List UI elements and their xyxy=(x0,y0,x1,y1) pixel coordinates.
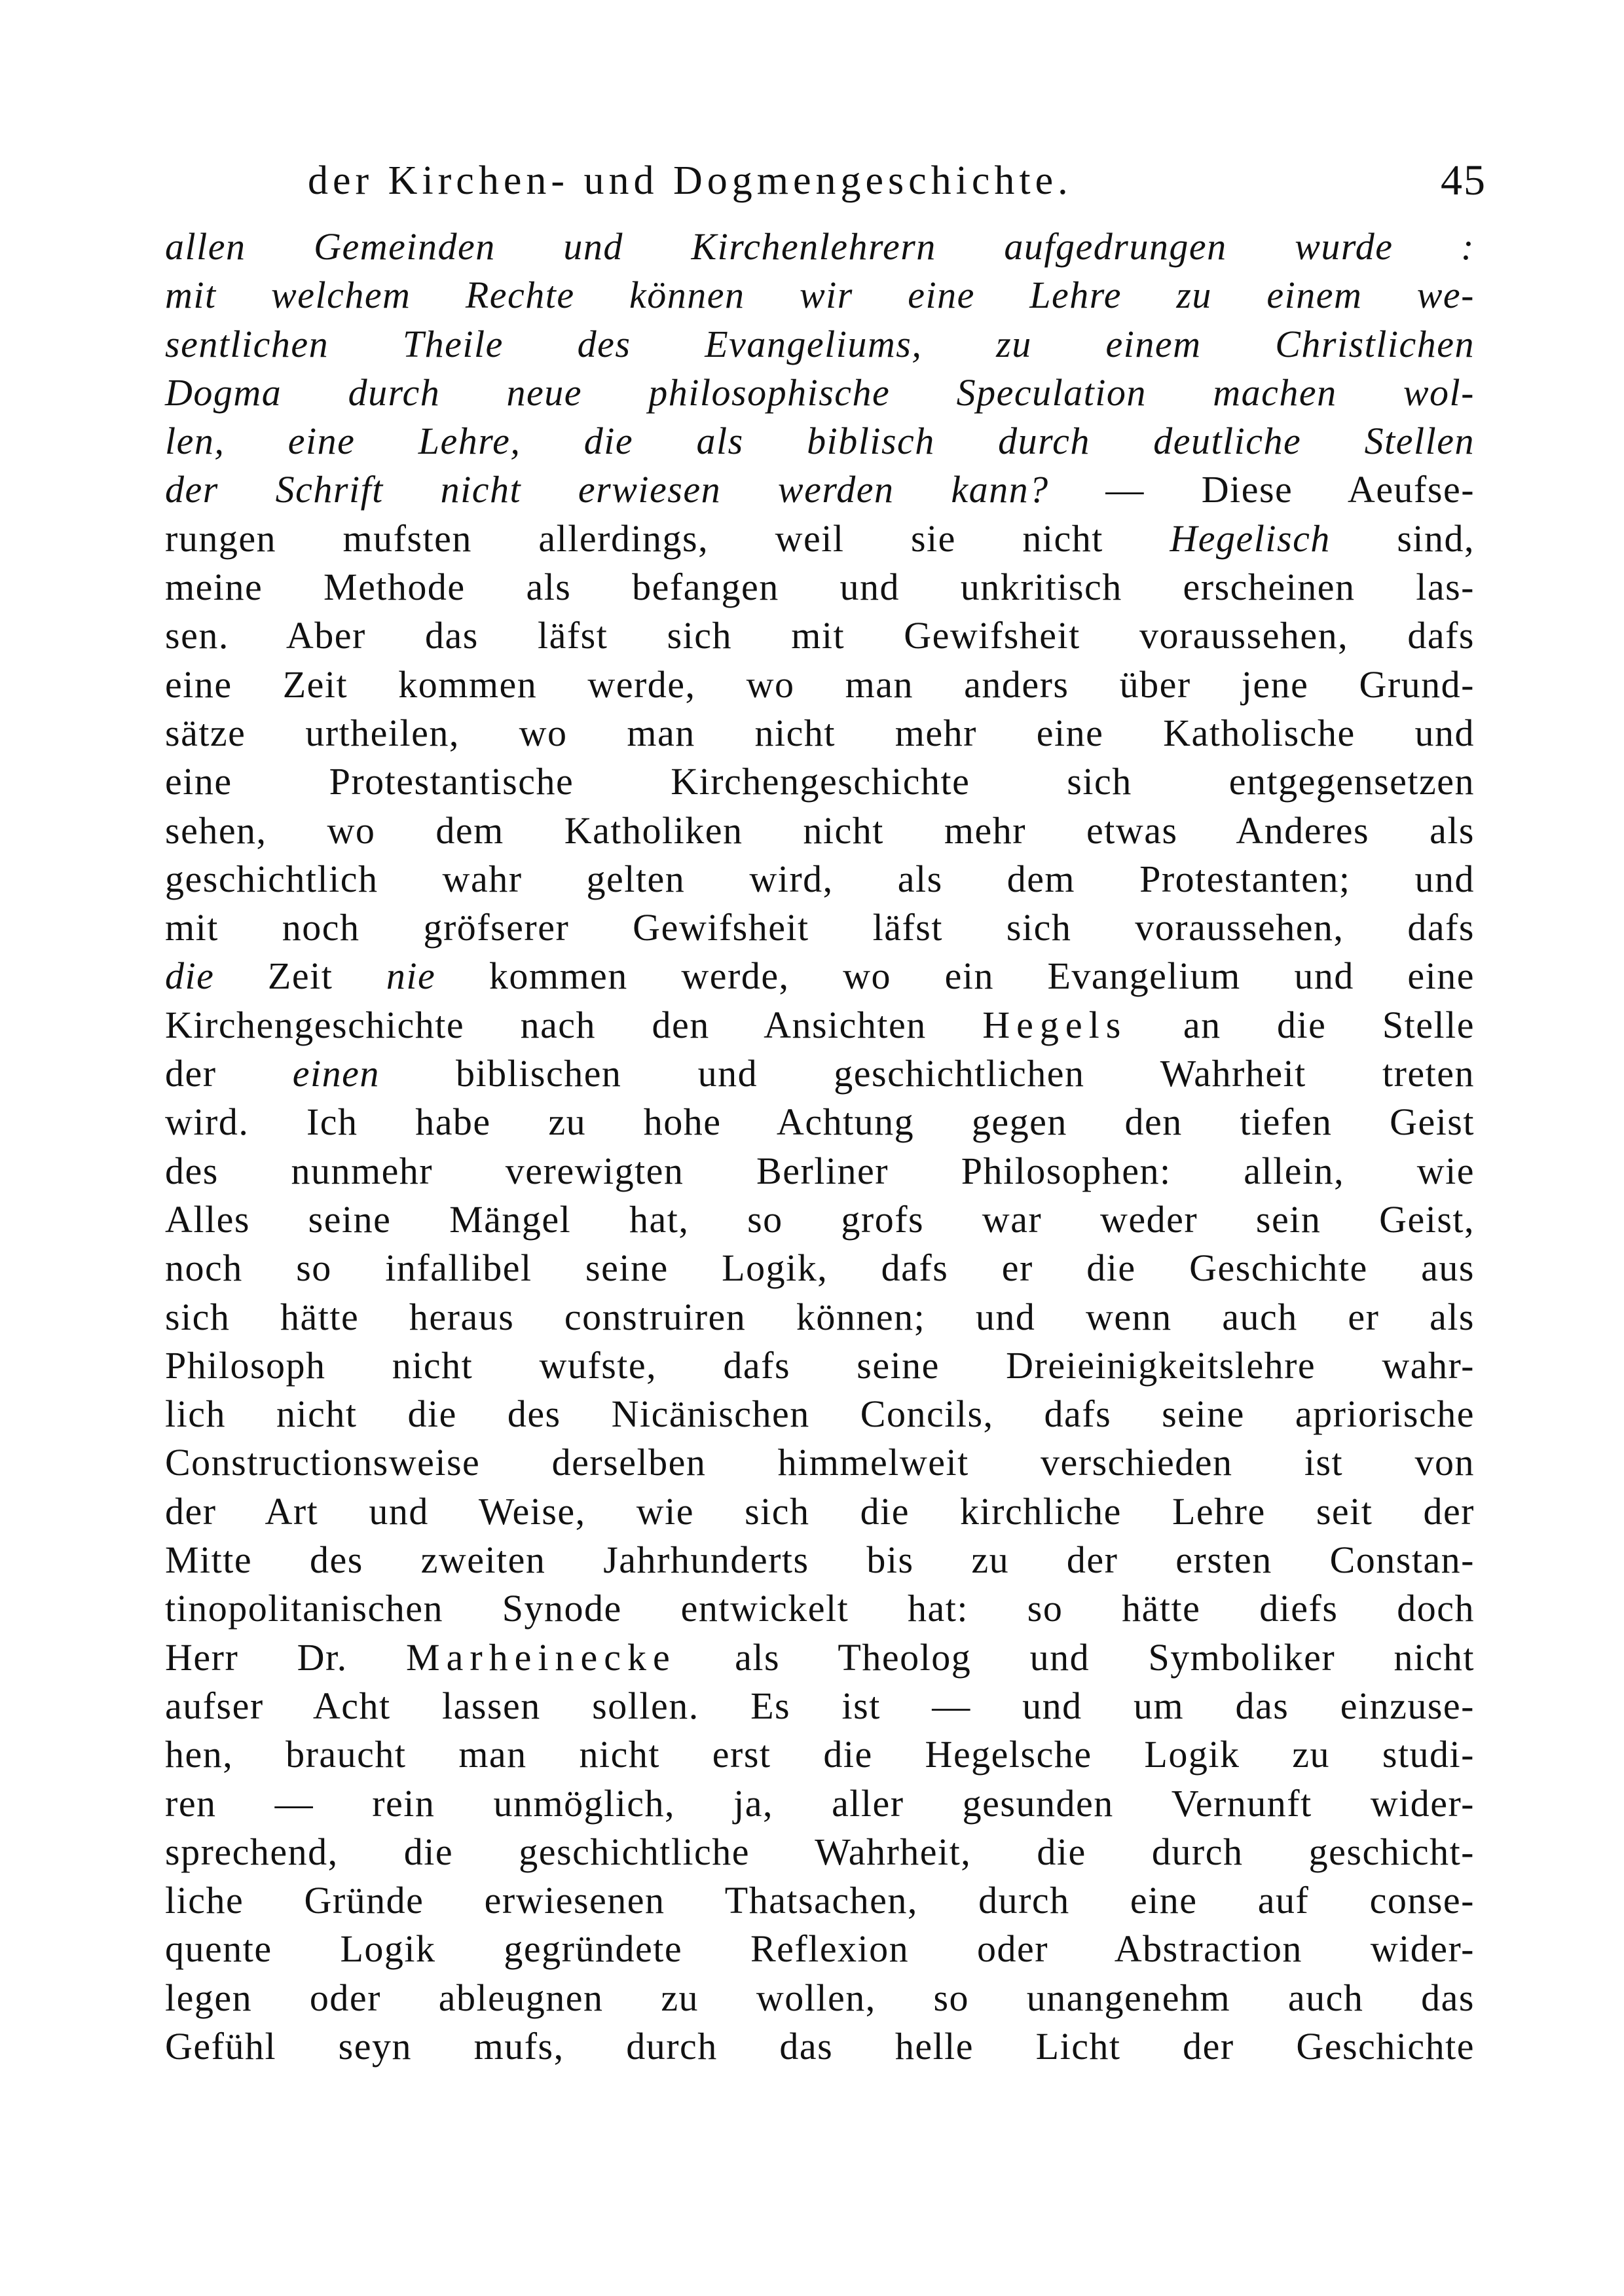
italic-text: len, eine Lehre, die als biblisch durch deutliche Stellen xyxy=(165,420,1475,463)
text-run: Mitte des zweiten Jahrhunderts bis zu der ersten Constan- xyxy=(165,1539,1475,1582)
text-line xyxy=(165,2022,1475,2071)
text-line xyxy=(165,611,1475,660)
text-line xyxy=(165,1828,1475,1876)
text-run: Zeit xyxy=(214,955,386,998)
italic-text: allen Gemeinden und Kirchenlehrern aufgedrungen wurde : xyxy=(165,225,1475,268)
text-line xyxy=(165,1341,1475,1390)
text-line xyxy=(165,1001,1475,1049)
text-run: Kirchengeschichte nach den Ansichten xyxy=(165,1003,983,1046)
text-line xyxy=(165,757,1475,806)
text-line xyxy=(165,807,1475,855)
text-line xyxy=(165,1147,1475,1195)
text-line xyxy=(165,1876,1475,1925)
text-run: sich hätte heraus construiren können; und wenn auch er als xyxy=(165,1295,1475,1338)
italic-text: nie xyxy=(386,955,436,998)
text-line xyxy=(165,465,1475,514)
text-run: rungen mufsten allerdings, weil sie nicht xyxy=(165,517,1170,560)
text-line xyxy=(165,417,1475,465)
text-run: sprechend, die geschichtliche Wahrheit, die durch geschicht- xyxy=(165,1830,1475,1873)
text-run: eine Protestantische Kirchengeschichte sich entgegensetzen xyxy=(165,760,1475,803)
text-line xyxy=(165,952,1475,1000)
text-line xyxy=(165,903,1475,952)
text-line xyxy=(165,1779,1475,1828)
text-run: quente Logik gegründete Reflexion oder Abstraction wider- xyxy=(165,1927,1475,1971)
text-line xyxy=(165,1730,1475,1779)
text-line xyxy=(165,709,1475,757)
page-number: 45 xyxy=(1441,156,1486,204)
italic-text: die xyxy=(165,955,215,998)
text-line xyxy=(165,1098,1475,1146)
text-run: sen. Aber das läfst sich mit Gewifsheit voraussehen, dafs xyxy=(165,614,1475,657)
text-line xyxy=(165,1049,1475,1098)
text-line xyxy=(165,1293,1475,1341)
text-line xyxy=(165,320,1475,369)
text-run: Constructionsweise derselben himmelweit verschieden ist von xyxy=(165,1441,1475,1484)
text-run: ren — rein unmöglich, ja, aller gesunden Vernunft wider- xyxy=(165,1781,1475,1825)
text-run: aufser Acht lassen sollen. Es ist — und um das einzuse- xyxy=(165,1684,1475,1727)
text-run: biblischen und geschichtlichen Wahrheit treten xyxy=(379,1052,1475,1095)
text-run: — Diese Aeufse- xyxy=(1048,468,1475,511)
text-run: lich nicht die des Nicänischen Concils, dafs seine apriorische xyxy=(165,1393,1475,1436)
italic-text: Hegelisch xyxy=(1170,517,1331,560)
text-line xyxy=(165,1195,1475,1244)
italic-text: der Schrift nicht erwiesen werden kann? xyxy=(165,468,1049,511)
text-line xyxy=(165,661,1475,709)
body-text xyxy=(165,223,1475,2071)
italic-text: Dogma durch neue philosophische Speculation machen wol- xyxy=(165,371,1475,414)
text-run: liche Gründe erwiesenen Thatsachen, durch eine auf conse- xyxy=(165,1879,1475,1922)
text-run: Philosoph nicht wufste, dafs seine Dreieinigkeitslehre wahr- xyxy=(165,1343,1475,1387)
text-line xyxy=(165,1584,1475,1633)
text-line xyxy=(165,1487,1475,1536)
text-run: mit noch gröfserer Gewifsheit läfst sich voraussehen, dafs xyxy=(165,906,1475,949)
text-run: des nunmehr verewigten Berliner Philosophen: allein, wie xyxy=(165,1149,1475,1192)
italic-text: einen xyxy=(292,1052,380,1095)
text-line xyxy=(165,563,1475,611)
text-line xyxy=(165,1390,1475,1438)
text-run: sätze urtheilen, wo man nicht mehr eine Katholische und xyxy=(165,711,1475,754)
text-line xyxy=(165,1682,1475,1730)
text-line xyxy=(165,369,1475,417)
text-line xyxy=(165,1244,1475,1292)
text-run: der Art und Weise, wie sich die kirchliche Lehre seit der xyxy=(165,1489,1475,1533)
text-run: wird. Ich habe zu hohe Achtung gegen den tiefen Geist xyxy=(165,1101,1475,1144)
text-line xyxy=(165,855,1475,903)
text-run: tinopolitanischen Synode entwickelt hat: so hätte diefs doch xyxy=(165,1587,1475,1630)
text-run: der xyxy=(165,1052,293,1095)
text-run: noch so infallibel seine Logik, dafs er die Geschichte aus xyxy=(165,1247,1475,1290)
text-run: Herr Dr. xyxy=(165,1635,407,1679)
page-header xyxy=(308,155,1486,207)
text-run: als Theolog und Symboliker nicht xyxy=(676,1635,1475,1679)
italic-text: mit welchem Rechte können wir eine Lehre zu einem we- xyxy=(165,274,1475,317)
text-run: eine Zeit kommen werde, wo man anders über jene Grund- xyxy=(165,663,1475,706)
text-line xyxy=(165,223,1475,271)
text-run: Alles seine Mängel hat, so grofs war weder sein Geist, xyxy=(165,1197,1475,1241)
text-run: legen oder ableugnen zu wollen, so unangenehm auch das xyxy=(165,1976,1475,2019)
text-run: sehen, wo dem Katholiken nicht mehr etwas Anderes als xyxy=(165,809,1475,852)
text-run: meine Methode als befangen und unkritisch erscheinen las- xyxy=(165,566,1475,609)
text-line xyxy=(165,1974,1475,2022)
text-line xyxy=(165,1925,1475,1973)
spaced-name-text: Hegels xyxy=(982,1003,1128,1046)
text-line xyxy=(165,1633,1475,1682)
text-run: an die Stelle xyxy=(1127,1003,1475,1046)
text-run: geschichtlich wahr gelten wird, als dem Protestanten; und xyxy=(165,857,1475,900)
text-run: Gefühl seyn mufs, durch das helle Licht der Geschichte xyxy=(165,2024,1475,2068)
text-line xyxy=(165,515,1475,563)
text-run: sind, xyxy=(1330,517,1475,560)
text-line xyxy=(165,271,1475,319)
text-run: hen, braucht man nicht erst die Hegelsche Logik zu studi- xyxy=(165,1733,1475,1776)
text-line xyxy=(165,1536,1475,1584)
text-line xyxy=(165,1438,1475,1487)
spaced-name-text: Marheinecke xyxy=(406,1635,676,1679)
italic-text: sentlichen Theile des Evangeliums, zu einem Christlichen xyxy=(165,322,1475,365)
text-run: kommen werde, wo ein Evangelium und eine xyxy=(435,955,1475,998)
running-head: der Kirchen- und Dogmengeschichte. xyxy=(308,158,1073,203)
